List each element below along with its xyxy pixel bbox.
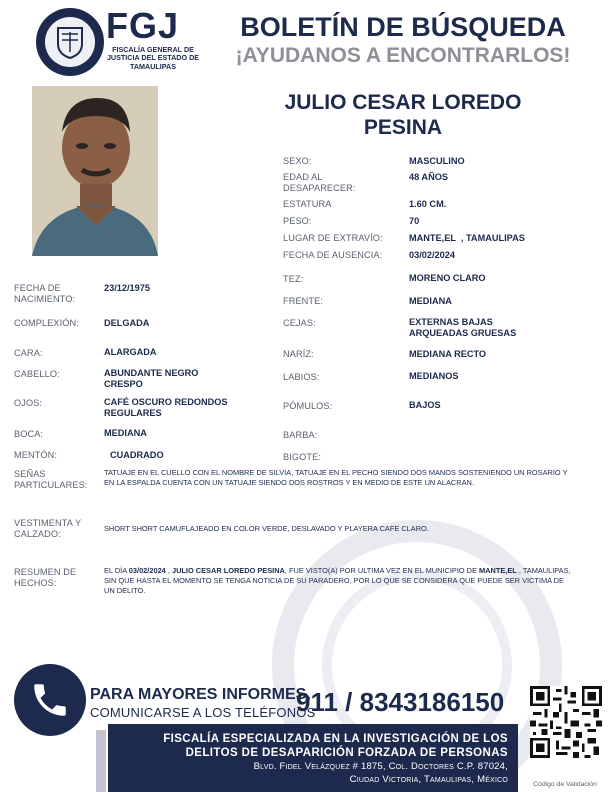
cejas-label: CEJAS: xyxy=(283,318,316,328)
estatura-label: ESTATURA xyxy=(283,199,332,209)
agency-line1: FISCALÍA ESPECIALIZADA EN LA INVESTIGACIÓN DE LOS xyxy=(163,733,508,745)
info-line2: COMUNICARSE A LOS TELÉFONOS xyxy=(90,705,316,720)
person-name-line1: JULIO CESAR LOREDO xyxy=(284,91,522,114)
fecha-ausencia-value: 03/02/2024 xyxy=(409,250,455,260)
bulletin-title: BOLETÍN DE BÚSQUEDA xyxy=(240,12,566,42)
cara-value: ALARGADA xyxy=(104,347,157,357)
cara-label: CARA: xyxy=(14,348,43,358)
resumen-name: JULIO CESAR LOREDO PESINA xyxy=(171,566,285,575)
edad-label: EDAD AL DESAPARECER: xyxy=(283,172,356,193)
tez-value: MORENO CLARO xyxy=(409,273,486,283)
boca-label: BOCA: xyxy=(14,429,44,439)
address-line1: Blvd. Fidel Velázquez # 1875, Col. Doctores C.P. 87024, xyxy=(253,761,508,772)
vestimenta-label: VESTIMENTA Y CALZADO: xyxy=(14,518,82,539)
qr-caption: Código de Validación xyxy=(533,781,597,788)
frente-label: FRENTE: xyxy=(283,296,324,306)
bigote-label: BIGOTE: xyxy=(283,452,321,462)
org-full-name: FISCALÍA GENERAL DE JUSTICIA DEL ESTADO DE TAMAULIPAS xyxy=(106,45,200,71)
info-line1: PARA MAYORES INFORMES, xyxy=(90,686,311,703)
sexo-label: SEXO: xyxy=(283,156,312,166)
resumen-p1: EL DÍA xyxy=(104,566,129,575)
resumen-p4: , TAMAULIPAS, SIN QUE HASTA EL MOMENTO SE TENGA NOTICIA DE SU PARADERO, POR LO QUE SE CONSIDERA QUE PUEDE SER VICTIMA DE UN DELITO. xyxy=(104,566,571,595)
resumen-text xyxy=(104,566,574,596)
phone-icon xyxy=(14,664,86,736)
cejas-value: EXTERNAS BAJAS ARQUEADAS GRUESAS xyxy=(409,317,517,338)
resumen-p3: , FUE VISTO(A) POR ULTIMA VEZ EN EL MUNICIPIO DE xyxy=(284,566,480,575)
complexion-value: DELGADA xyxy=(104,318,150,328)
resumen-date: 03/02/2024 xyxy=(128,566,166,575)
pomulos-label: PÓMULOS: xyxy=(283,401,333,411)
cabello-value: ABUNDANTE NEGRO CRESPO xyxy=(104,368,199,389)
boca-value: MEDIANA xyxy=(104,428,147,438)
person-name-line2: PESINA xyxy=(363,116,443,139)
sexo-value: MASCULINO xyxy=(409,156,465,166)
resumen-place: MANTE,EL xyxy=(479,566,517,575)
senas-label: SEÑAS PARTICULARES: xyxy=(14,469,88,490)
person-name xyxy=(230,90,576,140)
estatura-value: 1.60 CM. xyxy=(409,199,447,209)
labios-value: MEDIANOS xyxy=(409,371,459,381)
ojos-label: OJOS: xyxy=(14,398,43,408)
barba-label: BARBA: xyxy=(283,430,318,440)
lugar-label: LUGAR DE EXTRAVÍO: xyxy=(283,233,383,243)
ojos-value: CAFÉ OSCURO REDONDOS REGULARES xyxy=(104,397,228,418)
menton-label: MENTÓN: xyxy=(14,450,58,460)
vestimenta-text: SHORT SHORT CAMUFLAJEADO EN COLOR VERDE, DESLAVADO Y PLAYERA CAFE CLARO. xyxy=(104,524,429,533)
state-seal-icon xyxy=(36,8,104,76)
person-photo xyxy=(32,86,158,256)
qr-code-icon xyxy=(530,686,602,758)
footer-shadow xyxy=(96,730,106,792)
org-acronym: FGJ xyxy=(106,5,180,46)
peso-label: PESO: xyxy=(283,216,312,226)
phone-numbers: 911 / 8343186150 xyxy=(296,687,505,717)
edad-value: 48 AÑOS xyxy=(409,172,448,182)
peso-value: 70 xyxy=(409,216,420,226)
cabello-label: CABELLO: xyxy=(14,369,60,379)
nariz-label: NARÍZ: xyxy=(283,349,314,359)
agency-line2: DELITOS DE DESAPARICIÓN FORZADA DE PERSONAS xyxy=(185,747,508,759)
labios-label: LABIOS: xyxy=(283,372,320,382)
nariz-value: MEDIANA RECTO xyxy=(409,349,487,359)
tez-label: TEZ: xyxy=(283,274,304,284)
menton-value: CUADRADO xyxy=(110,450,164,460)
fecha-ausencia-label: FECHA DE AUSENCIA: xyxy=(283,250,383,260)
fecha-nacimiento-label: FECHA DE NACIMIENTO: xyxy=(14,283,76,304)
fecha-nacimiento-value: 23/12/1975 xyxy=(104,283,150,293)
address-line2: Ciudad Victoria, Tamaulipas, México xyxy=(349,774,508,785)
resumen-p2: , xyxy=(165,566,172,575)
senas-text: TATUAJE EN EL CUELLO CON EL NOMBRE DE SILVIA, TATUAJE EN EL PECHO SIENDO DOS MANOS SOSTENIENDO UN ROSARIO Y EN LA ESPALDA CUENTA CON UN TATUAJE SIENDO DOS ROSTROS Y EN MEDIO DE ESTE UN ALACRAN. xyxy=(104,468,568,487)
lugar-value: MANTE,EL , TAMAULIPAS xyxy=(409,233,525,243)
resumen-label: RESUMEN DE HECHOS: xyxy=(14,567,77,588)
frente-value: MEDIANA xyxy=(409,296,452,306)
bulletin-subtitle: ¡AYUDANOS A ENCONTRARLOS! xyxy=(235,44,571,67)
complexion-label: COMPLEXIÓN: xyxy=(14,318,79,328)
pomulos-value: BAJOS xyxy=(409,400,441,410)
